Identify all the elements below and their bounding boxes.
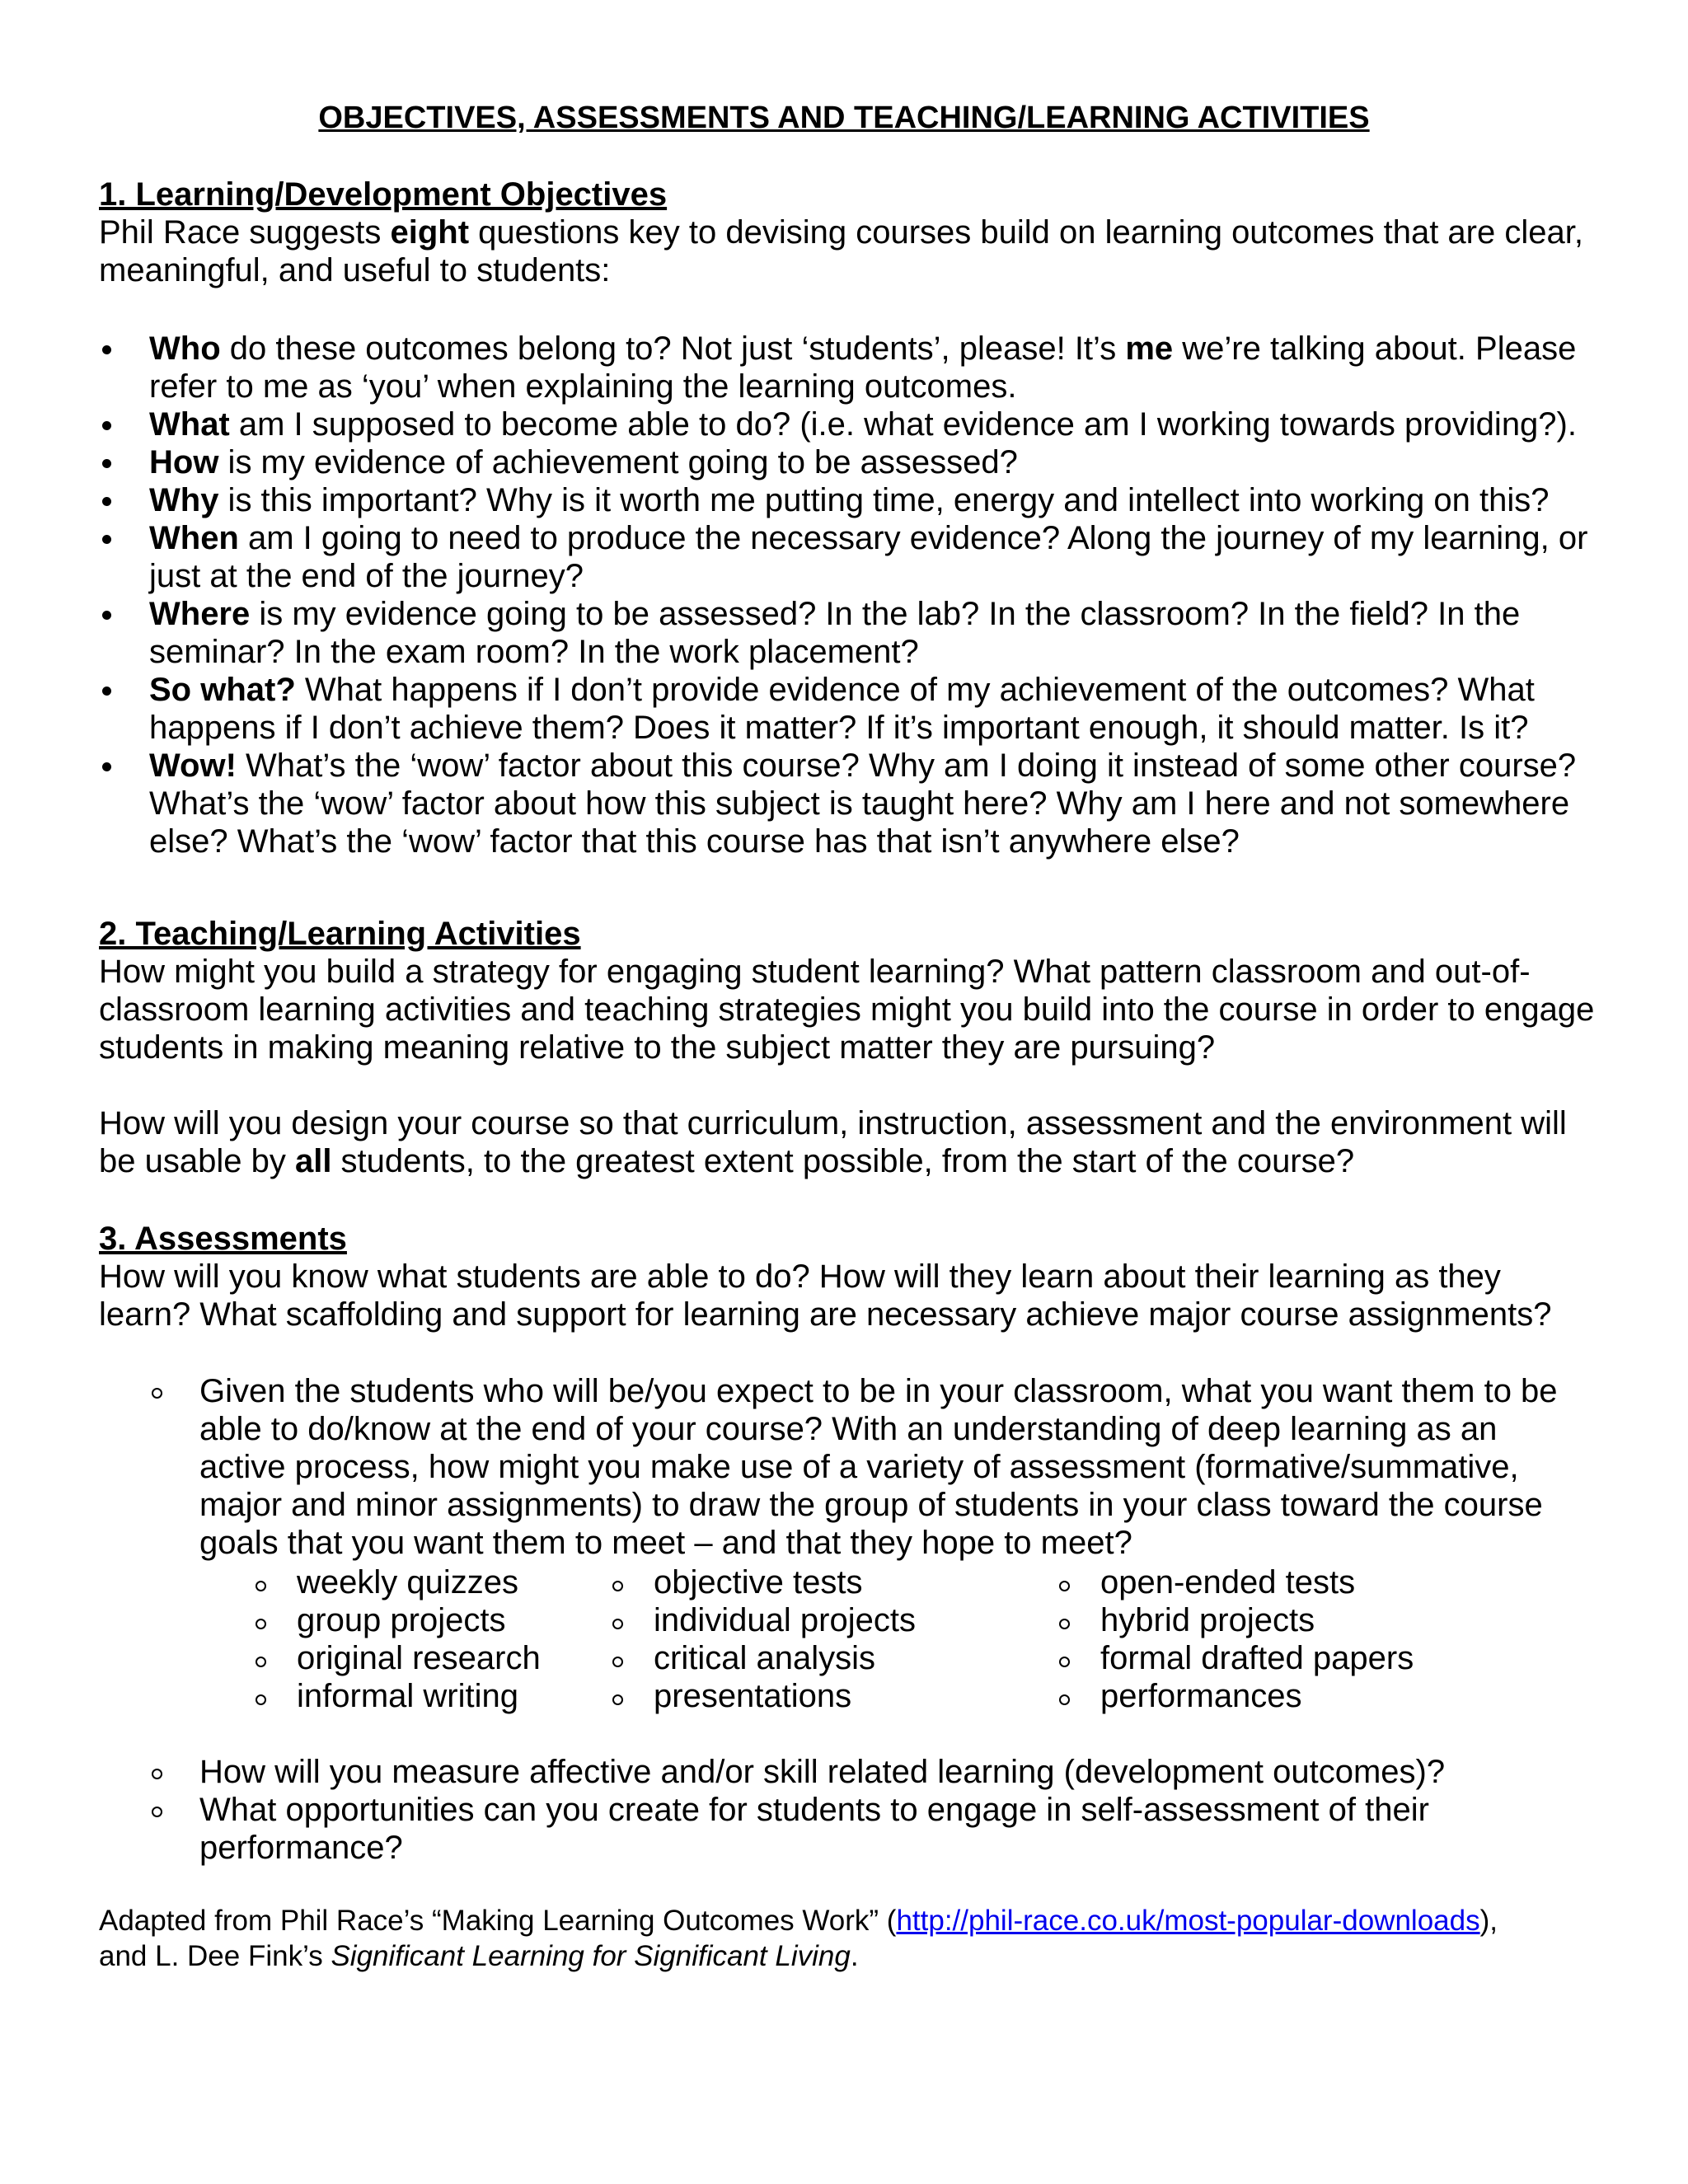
method-item: presentations: [654, 1677, 851, 1715]
list-item: How is my evidence of achievement going to be assessed?: [99, 443, 1599, 481]
attribution-line-1: Adapted from Phil Race’s “Making Learning Outcomes Work” (http://phil-race.co.uk/most-popular-downloads),: [99, 1905, 1498, 1937]
objectives-question-list: [99, 330, 1599, 860]
list-item: So what? What happens if I don’t provide evidence of my achievement of the outcomes? What happens if I don’t achieve them? Does it matter? If it’s important enough, it should matter. Is it?: [99, 671, 1599, 747]
method-item: performances: [1100, 1677, 1302, 1715]
circle-bullet-icon: [256, 1657, 266, 1667]
circle-bullet-icon: [612, 1581, 623, 1591]
circle-bullet-icon: [152, 1807, 162, 1817]
method-item: weekly quizzes: [297, 1563, 518, 1601]
method-item: hybrid projects: [1100, 1601, 1315, 1639]
method-item: individual projects: [654, 1601, 916, 1639]
section1-intro: Phil Race suggests eight questions key to devising courses build on learning outcomes that are clear, meaningful, and useful to students:: [99, 214, 1583, 288]
section2-heading: 2. Teaching/Learning Activities: [99, 916, 581, 952]
method-item: original research: [297, 1639, 541, 1677]
circle-bullet-icon: [256, 1694, 266, 1705]
list-item: Who do these outcomes belong to? Not just ‘students’, please! It’s me we’re talking about. Please refer to me as ‘you’ when explaining the learning outcomes.: [99, 330, 1599, 405]
section1-heading: 1. Learning/Development Objectives: [99, 176, 668, 213]
circle-bullet-icon: [152, 1388, 162, 1399]
method-item: critical analysis: [654, 1639, 875, 1677]
assessment-question-list-2: [148, 1753, 1566, 1867]
circle-bullet-icon: [1059, 1694, 1070, 1705]
method-item: informal writing: [297, 1677, 518, 1715]
circle-bullet-icon: [1059, 1581, 1070, 1591]
circle-bullet-icon: [1059, 1619, 1070, 1629]
list-item: What opportunities can you create for students to engage in self-assessment of their performance?: [148, 1791, 1566, 1867]
circle-bullet-icon: [1059, 1657, 1070, 1667]
list-item: How will you measure affective and/or skill related learning (development outcomes)?: [148, 1753, 1566, 1791]
circle-bullet-icon: [612, 1657, 623, 1667]
section2-paragraph-1: How might you build a strategy for engaging student learning? What pattern classroom and out-of-classroom learning activities and teaching strategies might you build into the course in order to engage students in making meaning relative to the subject matter they are pursuing?: [99, 954, 1595, 1066]
source-link[interactable]: http://phil-race.co.uk/most-popular-downloads: [896, 1905, 1480, 1937]
attribution-line-2: and L. Dee Fink’s Significant Learning for Significant Living.: [99, 1940, 859, 1972]
circle-bullet-icon: [612, 1619, 623, 1629]
method-item: formal drafted papers: [1100, 1639, 1414, 1677]
list-item: Where is my evidence going to be assessed? In the lab? In the classroom? In the field? In the seminar? In the exam room? In the work placement?: [99, 595, 1599, 671]
page-title: OBJECTIVES, ASSESSMENTS AND TEACHING/LEARNING ACTIVITIES: [318, 101, 1370, 135]
list-item: When am I going to need to produce the necessary evidence? Along the journey of my learning, or just at the end of the journey?: [99, 519, 1599, 595]
circle-bullet-icon: [152, 1769, 162, 1779]
assessment-question-list: [148, 1372, 1566, 1562]
method-item: objective tests: [654, 1563, 862, 1601]
method-item: group projects: [297, 1601, 505, 1639]
list-item: Given the students who will be/you expect to be in your classroom, what you want them to be able to do/know at the end of your course? With an understanding of deep learning as an active process, how might you make use of a variety of assessment (formative/summative, major and minor assignments) to draw the group of students in your class toward the course goals that you want them to meet – and that they hope to meet?: [148, 1372, 1566, 1562]
circle-bullet-icon: [256, 1619, 266, 1629]
method-item: open-ended tests: [1100, 1563, 1355, 1601]
circle-bullet-icon: [612, 1694, 623, 1705]
list-item: Why is this important? Why is it worth me putting time, energy and intellect into working on this?: [99, 481, 1599, 519]
list-item: Wow! What’s the ‘wow’ factor about this course? Why am I doing it instead of some other course? What’s the ‘wow’ factor about how this subject is taught here? Why am I here and not somewhere else? What’s the ‘wow’ factor that this course has that isn’t anywhere else?: [99, 747, 1599, 860]
circle-bullet-icon: [256, 1581, 266, 1591]
section2-paragraph-2: How will you design your course so that curriculum, instruction, assessment and the environment will be usable by all students, to the greatest extent possible, from the start of the course?: [99, 1105, 1567, 1179]
list-item: What am I supposed to become able to do? (i.e. what evidence am I working towards providing?).: [99, 405, 1599, 443]
section3-paragraph: How will you know what students are able to do? How will they learn about their learning as they learn? What scaffolding and support for learning are necessary achieve major course assignments?: [99, 1258, 1552, 1333]
section3-heading: 3. Assessments: [99, 1221, 347, 1257]
